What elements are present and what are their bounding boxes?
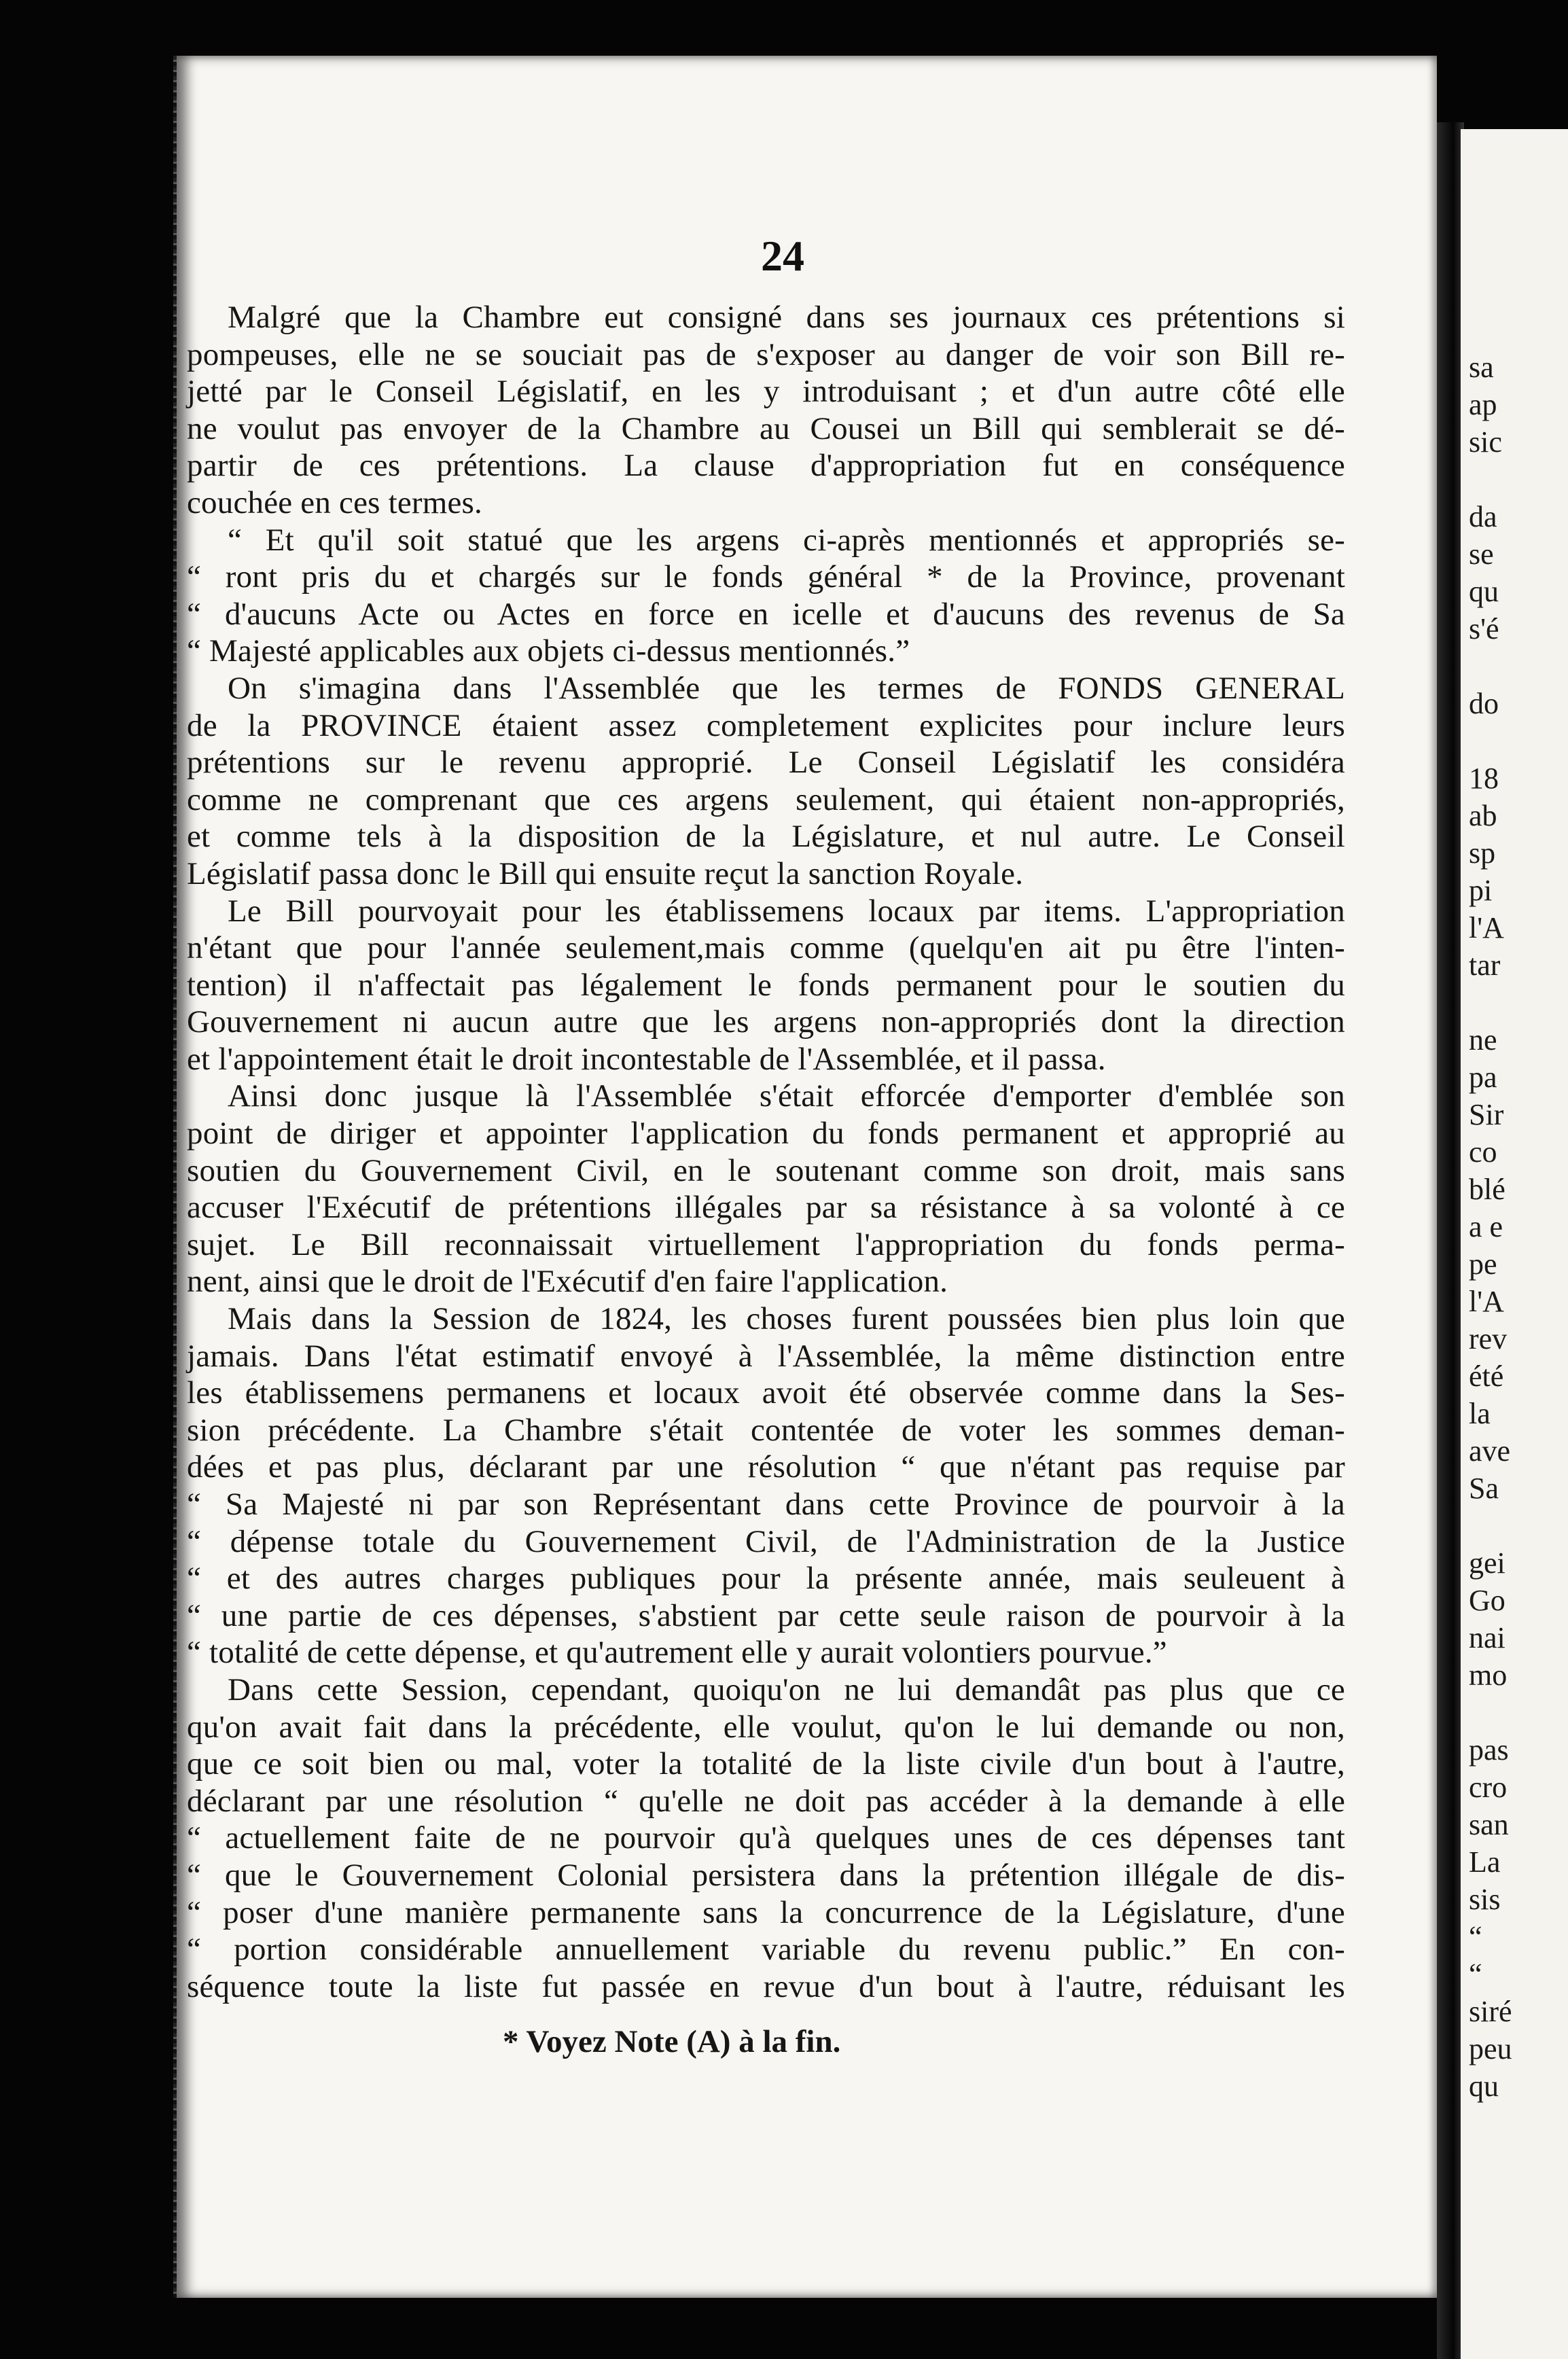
- facing-page-fragment: pa: [1469, 1061, 1497, 1094]
- text-line: “ portion considérable annuellement variable du revenu public.” En con-: [187, 1932, 1345, 1968]
- facing-page-fragment: tar: [1469, 948, 1501, 982]
- text-line: Mais dans la Session de 1824, les choses furent poussées bien plus loin que: [228, 1301, 1345, 1337]
- facing-page-fragment: mo: [1469, 1659, 1508, 1692]
- facing-page-fragment: La: [1469, 1845, 1501, 1879]
- text-line: et l'appointement était le droit incontestable de l'Assemblée, et il passa.: [187, 1041, 1106, 1077]
- facing-page-fragment: peu: [1469, 2032, 1512, 2065]
- text-line: Malgré que la Chambre eut consigné dans ses journaux ces prétentions si: [228, 300, 1345, 335]
- text-line: On s'imagina dans l'Assemblée que les termes de FONDS GENERAL: [228, 670, 1345, 706]
- text-line: “ totalité de cette dépense, et qu'autrement elle y aurait volontiers pourvue.”: [187, 1635, 1167, 1671]
- facing-page-fragment: cro: [1469, 1771, 1508, 1804]
- text-line: jetté par le Conseil Législatif, en les y introduisant ; et d'un autre côté elle: [187, 374, 1345, 410]
- text-line: “ ront pris du et chargés sur le fonds général * de la Province, provenant: [187, 559, 1345, 595]
- facing-page-fragment: se: [1469, 537, 1494, 571]
- facing-page-fragment: san: [1469, 1808, 1509, 1841]
- facing-page-fragment: ave: [1469, 1434, 1511, 1468]
- facing-page-fragment: ne: [1469, 1023, 1497, 1057]
- text-line: nent, ainsi que le droit de l'Exécutif d'en faire l'application.: [187, 1264, 948, 1300]
- facing-page-fragment: ap: [1469, 388, 1497, 421]
- facing-page-fragment: ab: [1469, 799, 1497, 832]
- facing-page-fragment: sis: [1469, 1883, 1501, 1916]
- facing-page-fragment: “: [1469, 1957, 1482, 1991]
- facing-page-fragment: la: [1469, 1397, 1491, 1430]
- text-line: “ dépense totale du Gouvernement Civil, de l'Administration de la Justice: [187, 1523, 1345, 1559]
- text-line: Législatif passa donc le Bill qui ensuite reçut la sanction Royale.: [187, 855, 1024, 891]
- facing-page-fragment: pi: [1469, 874, 1493, 907]
- facing-page-fragment: rev: [1469, 1322, 1508, 1355]
- facing-page: [1461, 129, 1568, 2359]
- text-line: Ainsi donc jusque là l'Assemblée s'était efforcée d'emporter d'emblée son: [228, 1078, 1345, 1114]
- text-line: que ce soit bien ou mal, voter la totalité de la liste civile d'un bout à l'autre,: [187, 1746, 1345, 1782]
- text-line: Gouvernement ni aucun autre que les argens non-appropriés dont la direction: [187, 1004, 1345, 1040]
- text-line: jamais. Dans l'état estimatif envoyé à l'Assemblée, la même distinction entre: [187, 1338, 1345, 1374]
- facing-page-fragment: sa: [1469, 351, 1494, 384]
- facing-page-fragment: siré: [1469, 1995, 1512, 2028]
- text-line: accuser l'Exécutif de prétentions illégales par sa résistance à sa volonté à ce: [187, 1190, 1345, 1226]
- facing-page-fragment: da: [1469, 500, 1497, 533]
- text-line: comme ne comprenant que ces argens seulement, qui étaient non-appropriés,: [187, 781, 1345, 817]
- text-line: pompeuses, elle ne se souciait pas de s'exposer au danger de voir son Bill re-: [187, 336, 1345, 372]
- text-line: “ d'aucuns Acte ou Actes en force en icelle et d'aucuns des revenus de Sa: [187, 596, 1345, 632]
- text-line: Dans cette Session, cependant, quoiqu'on ne lui demandât pas plus que ce: [228, 1671, 1345, 1707]
- text-line: et comme tels à la disposition de la Législature, et nul autre. Le Conseil: [187, 819, 1345, 855]
- text-line: Le Bill pourvoyait pour les établissemens locaux par items. L'appropriation: [228, 893, 1345, 929]
- text-line: soutien du Gouvernement Civil, en le soutenant comme son droit, mais sans: [187, 1152, 1345, 1188]
- text-line: tention) il n'affectait pas légalement le fonds permanent pour le soutien du: [187, 967, 1345, 1003]
- book-gutter: [1437, 122, 1464, 2359]
- facing-page-fragment: pas: [1469, 1733, 1509, 1767]
- text-line: ne voulut pas envoyer de la Chambre au Cousei un Bill qui semblerait se dé-: [187, 410, 1345, 446]
- text-line: “ actuellement faite de ne pourvoir qu'à quelques unes de ces dépenses tant: [187, 1820, 1345, 1856]
- text-line: partir de ces prétentions. La clause d'appropriation fut en conséquence: [187, 448, 1345, 484]
- text-line: sujet. Le Bill reconnaissait virtuellement l'appropriation du fonds perma-: [187, 1226, 1345, 1262]
- body-text: [187, 299, 1345, 2005]
- text-line: prétentions sur le revenu approprié. Le Conseil Législatif les considéra: [187, 745, 1345, 781]
- facing-page-fragment: sic: [1469, 425, 1502, 459]
- text-line: point de diriger et appointer l'application du fonds permanent et approprié au: [187, 1116, 1345, 1152]
- facing-page-fragment: qu: [1469, 2070, 1499, 2103]
- facing-page-fragment: “: [1469, 1920, 1482, 1953]
- facing-page-fragment: l'A: [1469, 1285, 1504, 1318]
- text-line: “ poser d'une manière permanente sans la concurrence de la Législature, d'une: [187, 1894, 1345, 1930]
- text-line: couchée en ces termes.: [187, 484, 482, 520]
- facing-page-fragment: Sa: [1469, 1472, 1499, 1505]
- text-line: “ Et qu'il soit statué que les argens ci-après mentionnés et appropriés se-: [228, 522, 1345, 558]
- facing-page-fragment: l'A: [1469, 911, 1504, 944]
- facing-page-fragment: co: [1469, 1135, 1497, 1169]
- facing-page-fragment: Go: [1469, 1584, 1505, 1617]
- text-line: dées et pas plus, déclarant par une résolution “ que n'étant pas requise par: [187, 1449, 1345, 1485]
- facing-page-fragment: Sir: [1469, 1098, 1504, 1131]
- facing-page-fragment: a e: [1469, 1210, 1503, 1243]
- text-line: n'étant que pour l'année seulement,mais comme (quelqu'en ait pu être l'inten-: [187, 930, 1345, 966]
- footnote: * Voyez Note (A) à la fin.: [503, 2024, 841, 2059]
- facing-page-fragment: blé: [1469, 1173, 1505, 1206]
- facing-page-fragment: qu: [1469, 575, 1499, 608]
- facing-page-fragment: nai: [1469, 1621, 1505, 1654]
- text-line: “ une partie de ces dépenses, s'abstient par cette seule raison de pourvoir à la: [187, 1597, 1345, 1633]
- text-line: de la PROVINCE étaient assez completement explicites pour inclure leurs: [187, 707, 1345, 743]
- facing-page-fragment: gei: [1469, 1546, 1505, 1580]
- facing-page-fragment: 18: [1469, 762, 1499, 795]
- text-line: séquence toute la liste fut passée en revue d'un bout à l'autre, réduisant les: [187, 1968, 1345, 2004]
- text-line: déclarant par une résolution “ qu'elle ne doit pas accéder à la demande à elle: [187, 1783, 1345, 1819]
- text-line: les établissemens permanens et locaux avoit été observée comme dans la Ses-: [187, 1375, 1345, 1411]
- facing-page-fragment: pe: [1469, 1247, 1497, 1281]
- text-line: “ Sa Majesté ni par son Représentant dans cette Province de pourvoir à la: [187, 1487, 1345, 1522]
- facing-page-fragment: sp: [1469, 836, 1496, 870]
- text-line: “ Majesté applicables aux objets ci-dessus mentionnés.”: [187, 633, 910, 669]
- page-number: 24: [761, 232, 804, 280]
- facing-page-fragment: do: [1469, 687, 1499, 720]
- facing-page-fragment: s'é: [1469, 612, 1499, 645]
- text-line: sion précédente. La Chambre s'était contentée de voter les sommes deman-: [187, 1412, 1345, 1448]
- facing-page-fragment: été: [1469, 1360, 1504, 1393]
- text-line: qu'on avait fait dans la précédente, elle voulut, qu'on le lui demande ou non,: [187, 1709, 1345, 1745]
- text-line: “ et des autres charges publiques pour la présente année, mais seuleuent à: [187, 1561, 1345, 1597]
- text-line: “ que le Gouvernement Colonial persistera dans la prétention illégale de dis-: [187, 1857, 1345, 1893]
